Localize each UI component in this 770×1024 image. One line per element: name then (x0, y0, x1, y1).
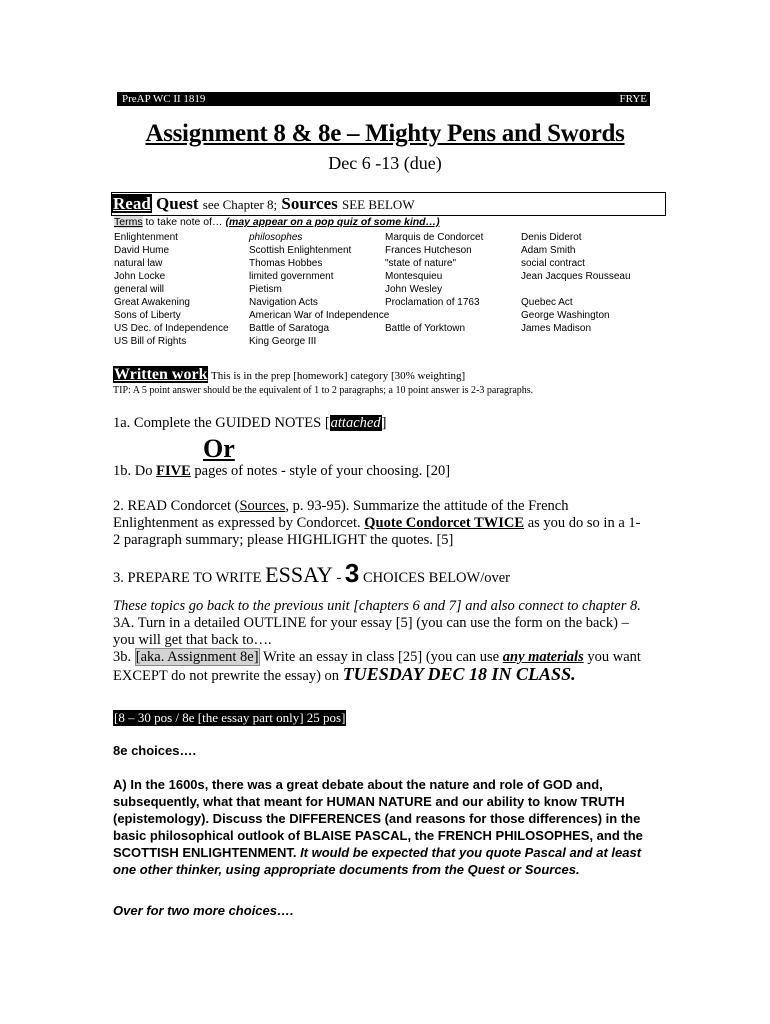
q1b-text: 1b. Do (113, 463, 157, 479)
quote-twice: Quote Condorcet TWICE (364, 515, 525, 531)
choices-title: 8e choices…. (113, 743, 197, 758)
sources-ref: Sources (239, 498, 286, 514)
q2-text: 2. READ Condorcet ( (113, 498, 240, 514)
term: philosophes (249, 232, 303, 243)
term: natural law (114, 258, 163, 269)
over-note: Over for two more choices…. (113, 903, 294, 918)
q2-text-2: , p. 93-95). Summarize the attitude of the French (285, 498, 569, 514)
question-3b (113, 649, 658, 685)
q1a-text: 1a. Complete the GUIDED NOTES [ (113, 415, 330, 431)
term: Enlightenment (114, 232, 178, 243)
q3-dash: - (332, 570, 345, 586)
written-work-text: This is in the prep [homework] category [30% weighting] (208, 370, 466, 382)
q3a-line2: you will get that back to…. (113, 632, 272, 648)
term: Quebec Act (521, 297, 573, 308)
term: Pietism (249, 284, 282, 295)
term: Montesquieu (385, 271, 443, 282)
term (521, 283, 631, 296)
term: Denis Diderot (521, 232, 582, 243)
tip-line: TIP: A 5 point answer should be the equivalent of 1 to 2 paragraphs; a 10 point answer is 2-3 paragraphs. (113, 385, 534, 396)
q2-line2: Enlightenment as expressed by Condorcet. (113, 515, 365, 531)
term: Thomas Hobbes (249, 258, 323, 269)
q3a-line1: 3A. Turn in a detailed OUTLINE for your essay [5] (you can use the form on the back) – (113, 615, 629, 631)
term: Battle of Saratoga (249, 323, 330, 334)
terms-column-3 (385, 231, 483, 335)
term: Battle of Yorktown (385, 323, 466, 334)
see-below: SEE BELOW (342, 197, 415, 212)
term: American War of Independence (249, 310, 390, 321)
quest-label: Quest (156, 194, 199, 213)
sources-label: Sources (281, 194, 338, 213)
term: "state of nature" (385, 258, 457, 269)
due-date: Dec 6 -13 (due) (328, 153, 442, 173)
attached-highlight: attached (330, 415, 381, 431)
terms-column-4 (521, 231, 631, 335)
q1b-rest: pages of notes - style of your choosing. [20] (190, 463, 451, 479)
term: US Bill of Rights (114, 336, 187, 347)
term (385, 309, 483, 322)
question-1b (113, 463, 653, 480)
written-work-line (113, 366, 465, 384)
terms-note: (may appear on a pop quiz of some kind…) (225, 216, 440, 228)
q3-text: 3. PREPARE TO WRITE (113, 570, 266, 586)
term: King George III (249, 336, 317, 347)
terms-rest: to take note of… (142, 216, 226, 228)
q3-rest: CHOICES BELOW/over (359, 570, 511, 586)
term: Marquis de Condorcet (385, 232, 484, 243)
term: US Dec. of Independence (114, 323, 229, 334)
term: John Wesley (385, 284, 443, 295)
q3b-line2: EXCEPT do not prewrite the essay) on (113, 668, 343, 684)
term: general will (114, 284, 165, 295)
q3b-text: 3b. (113, 649, 135, 665)
read-box (111, 192, 666, 216)
see-chapter: see Chapter 8; (202, 197, 278, 212)
q3-topics: These topics go back to the previous unit [chapters 6 and 7] and also connect to chapter 8. (113, 598, 641, 614)
terms-column-1 (114, 231, 229, 348)
terms-column-2 (249, 231, 389, 348)
q3b-mid: Write an essay in class [25] (you can use (259, 649, 503, 665)
or-label: Or (203, 434, 235, 463)
page-title: Assignment 8 & 8e – Mighty Pens and Swords (145, 120, 625, 147)
term: Frances Hutcheson (385, 245, 472, 256)
course-label: PreAP WC II 1819 (122, 93, 206, 105)
terms-label: Terms (114, 216, 143, 228)
term: David Hume (114, 245, 170, 256)
choice-a (113, 776, 661, 878)
question-2 (113, 498, 658, 549)
term: Scottish Enlightenment (249, 245, 352, 256)
term: James Madison (521, 323, 592, 334)
written-work-label: Written work (114, 366, 208, 383)
term: Navigation Acts (249, 297, 318, 308)
term: Jean Jacques Rousseau (521, 271, 631, 282)
term: Sons of Liberty (114, 310, 181, 321)
terms-heading (114, 216, 440, 228)
term: social contract (521, 258, 585, 269)
q3b-post: you want (583, 649, 641, 665)
q2-line3: 2 paragraph summary; please HIGHLIGHT the quotes. [5] (113, 532, 454, 548)
term: Adam Smith (521, 245, 576, 256)
three-label: 3 (344, 558, 360, 588)
points-label: [8 – 30 pos / 8e [the essay part only] 25 pos] (114, 710, 346, 725)
q2-line2b: as you do so in a 1- (524, 515, 641, 531)
header-bar (117, 92, 650, 106)
q1a-close: ] (381, 415, 387, 431)
read-label: Read (113, 194, 151, 213)
question-3 (113, 558, 653, 588)
essay-label: ESSAY (265, 562, 333, 587)
term: John Locke (114, 271, 166, 282)
question-1a (113, 415, 653, 432)
question-3a (113, 615, 658, 649)
due-date-highlight: TUESDAY DEC 18 IN CLASS. (342, 664, 576, 684)
choice-a-text: A) In the 1600s, there was a great debate about the nature and role of GOD and, subsequently, what that meant for HUMAN NATURE and our ability to know TRUTH (epistemology). Discuss the DIFFERENCES (and reasons for those differences) in the basic philosophical outlook of BLAISE PASCAL, the FRENCH PHILOSOPHES, and the SCOTTISH ENLIGHTENMENT. (113, 777, 643, 860)
term: Proclamation of 1763 (385, 297, 480, 308)
term: George Washington (521, 310, 610, 321)
five-label: FIVE (156, 463, 191, 479)
any-materials: any materials (502, 649, 584, 665)
aka-label: [aka. Assignment 8e] (135, 649, 259, 665)
choice-a-italic: It would be expected that you quote Pascal and at least one other thinker, using appropriate documents from the Quest or Sources. (113, 845, 642, 877)
term: Great Awakening (114, 297, 190, 308)
teacher-label: FRYE (619, 93, 647, 105)
term: limited government (249, 271, 334, 282)
